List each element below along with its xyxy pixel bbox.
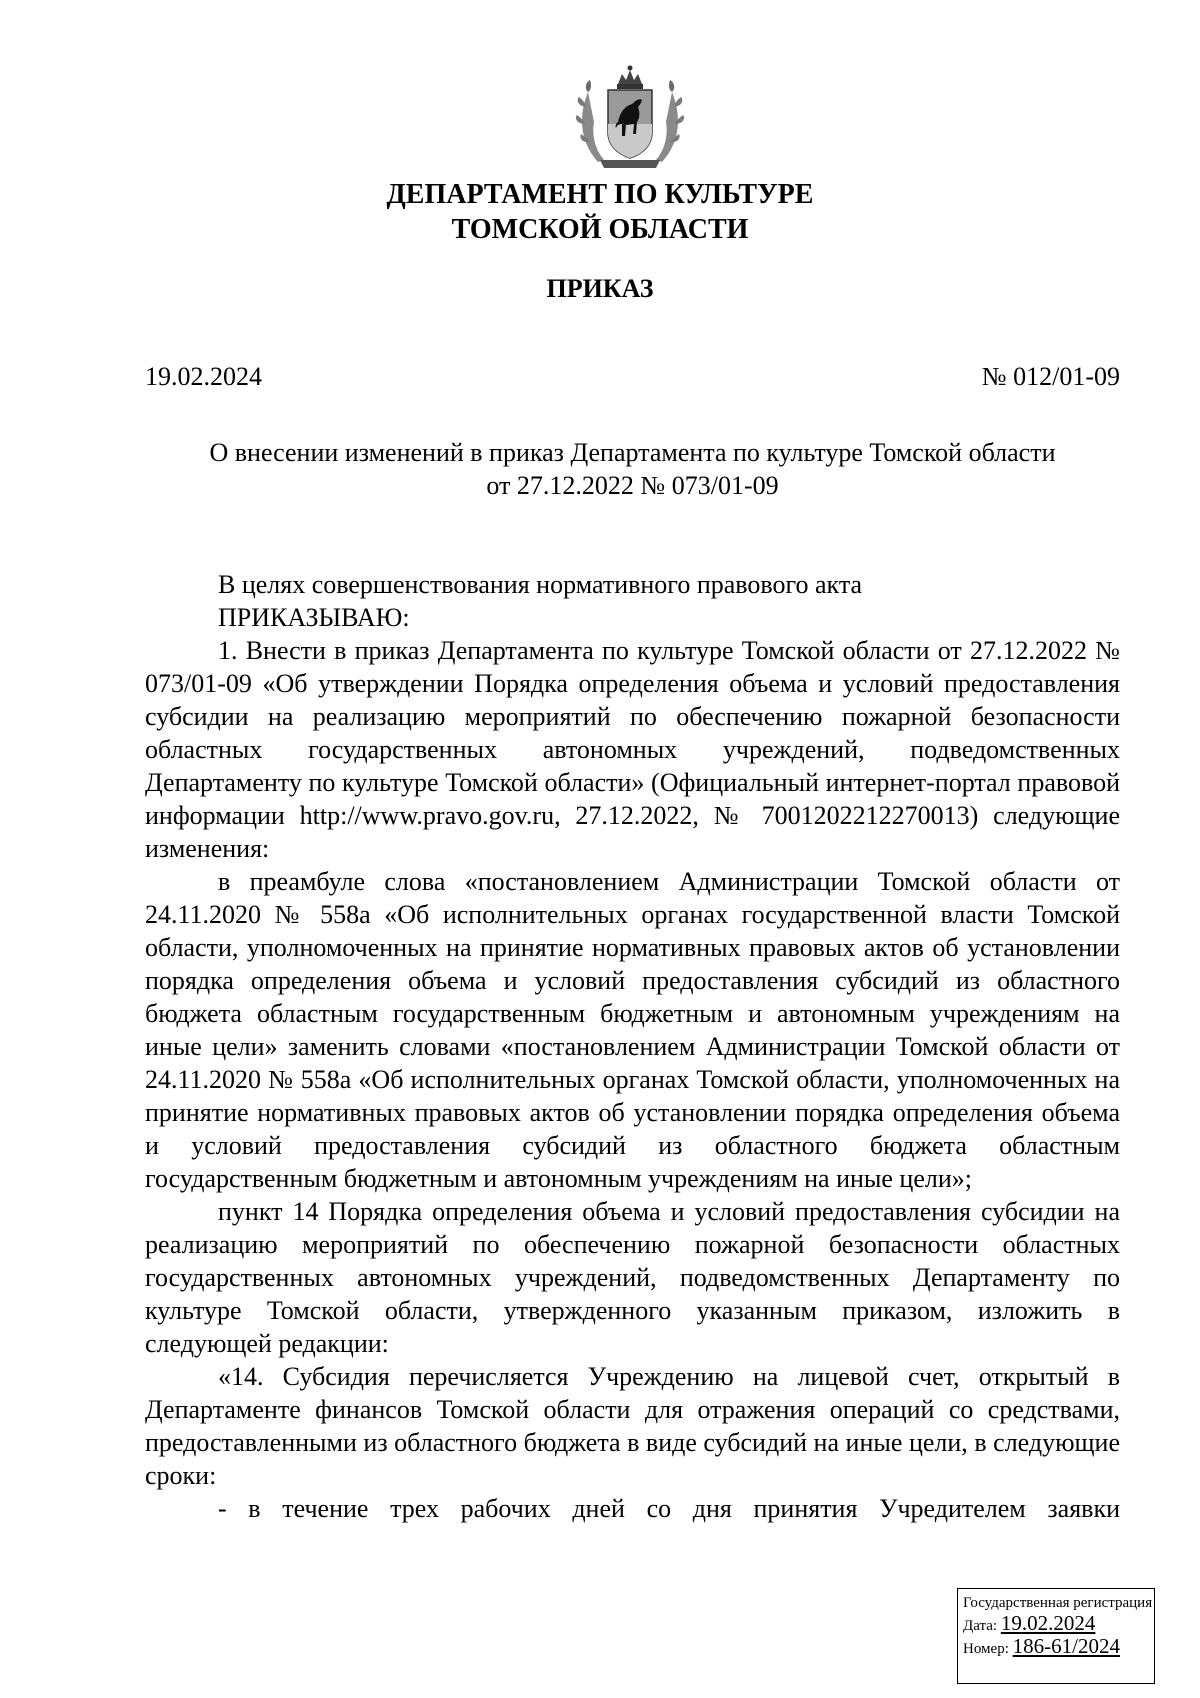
registration-date-value: 19.02.2024: [1000, 1611, 1096, 1635]
registration-number-value: 186-61/2024: [1012, 1634, 1120, 1658]
document-subject: [145, 436, 1120, 502]
department-name-line2: ТОМСКОЙ ОБЛАСТИ: [451, 214, 749, 245]
subject-line2: от 27.12.2022 № 073/01-09: [486, 471, 779, 500]
paragraph-item-1: 1. Внести в приказ Департамента по культуре Томской области от 27.12.2022 № 073/01-09 «Об утверждении Порядка определения объема и условий предоставления субсидии на реализацию мероприятий по обеспечению пожарной безопасности областных государственных автономных учреждений, подведомственных Департаменту по культуре Томской области» (Официальный интернет-портал правовой информации http://www.pravo.gov.ru, 27.12.2022, № 7001202212270013) следующие изменения:: [145, 636, 1120, 863]
document-date: 19.02.2024: [145, 362, 262, 391]
registration-number-label: Номер:: [963, 1641, 1009, 1657]
paragraph-purpose: В целях совершенствования нормативного правового акта: [218, 570, 863, 599]
document-type-title: ПРИКАЗ: [546, 274, 654, 303]
coat-of-arms-icon: [570, 62, 690, 172]
registration-date-row: [963, 1613, 1154, 1636]
document-number: № 012/01-09: [981, 362, 1120, 391]
paragraph-point-14-change: пункт 14 Порядка определения объема и условий предоставления субсидии на реализацию мероприятий по обеспечению пожарной безопасности областных государственных автономных учреждений, подведомственных Департаменту по культуре Томской области, утвержденного указанным приказом, изложить в следующей редакции:: [145, 1197, 1120, 1358]
registration-stamp: [957, 1588, 1155, 1684]
paragraph-term-item: - в течение трех рабочих дней со дня принятия Учредителем заявки: [218, 1494, 1120, 1523]
registration-date-label: Дата:: [963, 1618, 998, 1634]
paragraph-point-14-text: «14. Субсидия перечисляется Учреждению на лицевой счет, открытый в Департаменте финансов Томской области для отражения операций со средствами, предоставленными из областного бюджета в виде субсидий на иные цели, в следующие сроки:: [145, 1362, 1120, 1490]
subject-line1: О внесении изменений в приказ Департамента по культуре Томской области: [209, 438, 1056, 467]
paragraph-order-word: ПРИКАЗЫВАЮ:: [218, 603, 410, 632]
registration-title: Государственная регистрация: [963, 1595, 1153, 1611]
department-name-line1: ДЕПАРТАМЕНТ ПО КУЛЬТУРЕ: [386, 179, 814, 210]
registration-number-row: [963, 1636, 1154, 1659]
document-body: [145, 568, 1120, 1525]
paragraph-preamble-change: в преамбуле слова «постановлением Администрации Томской области от 24.11.2020 № 558а «Об исполнительных органах государственной власти Томской области, уполномоченных на принятие нормативных правовых актов об установлении порядка определения объема и условий предоставления субсидий из областного бюджета областным государственным бюджетным и автономным учреждениям на иные цели» заменить словами «постановлением Администрации Томской области от 24.11.2020 № 558а «Об исполнительных органах Томской области, уполномоченных на принятие нормативных правовых актов об установлении порядка определения объема и условий предоставления субсидий из областного бюджета областным государственным бюджетным и автономным учреждениям на иные цели»;: [145, 867, 1120, 1193]
